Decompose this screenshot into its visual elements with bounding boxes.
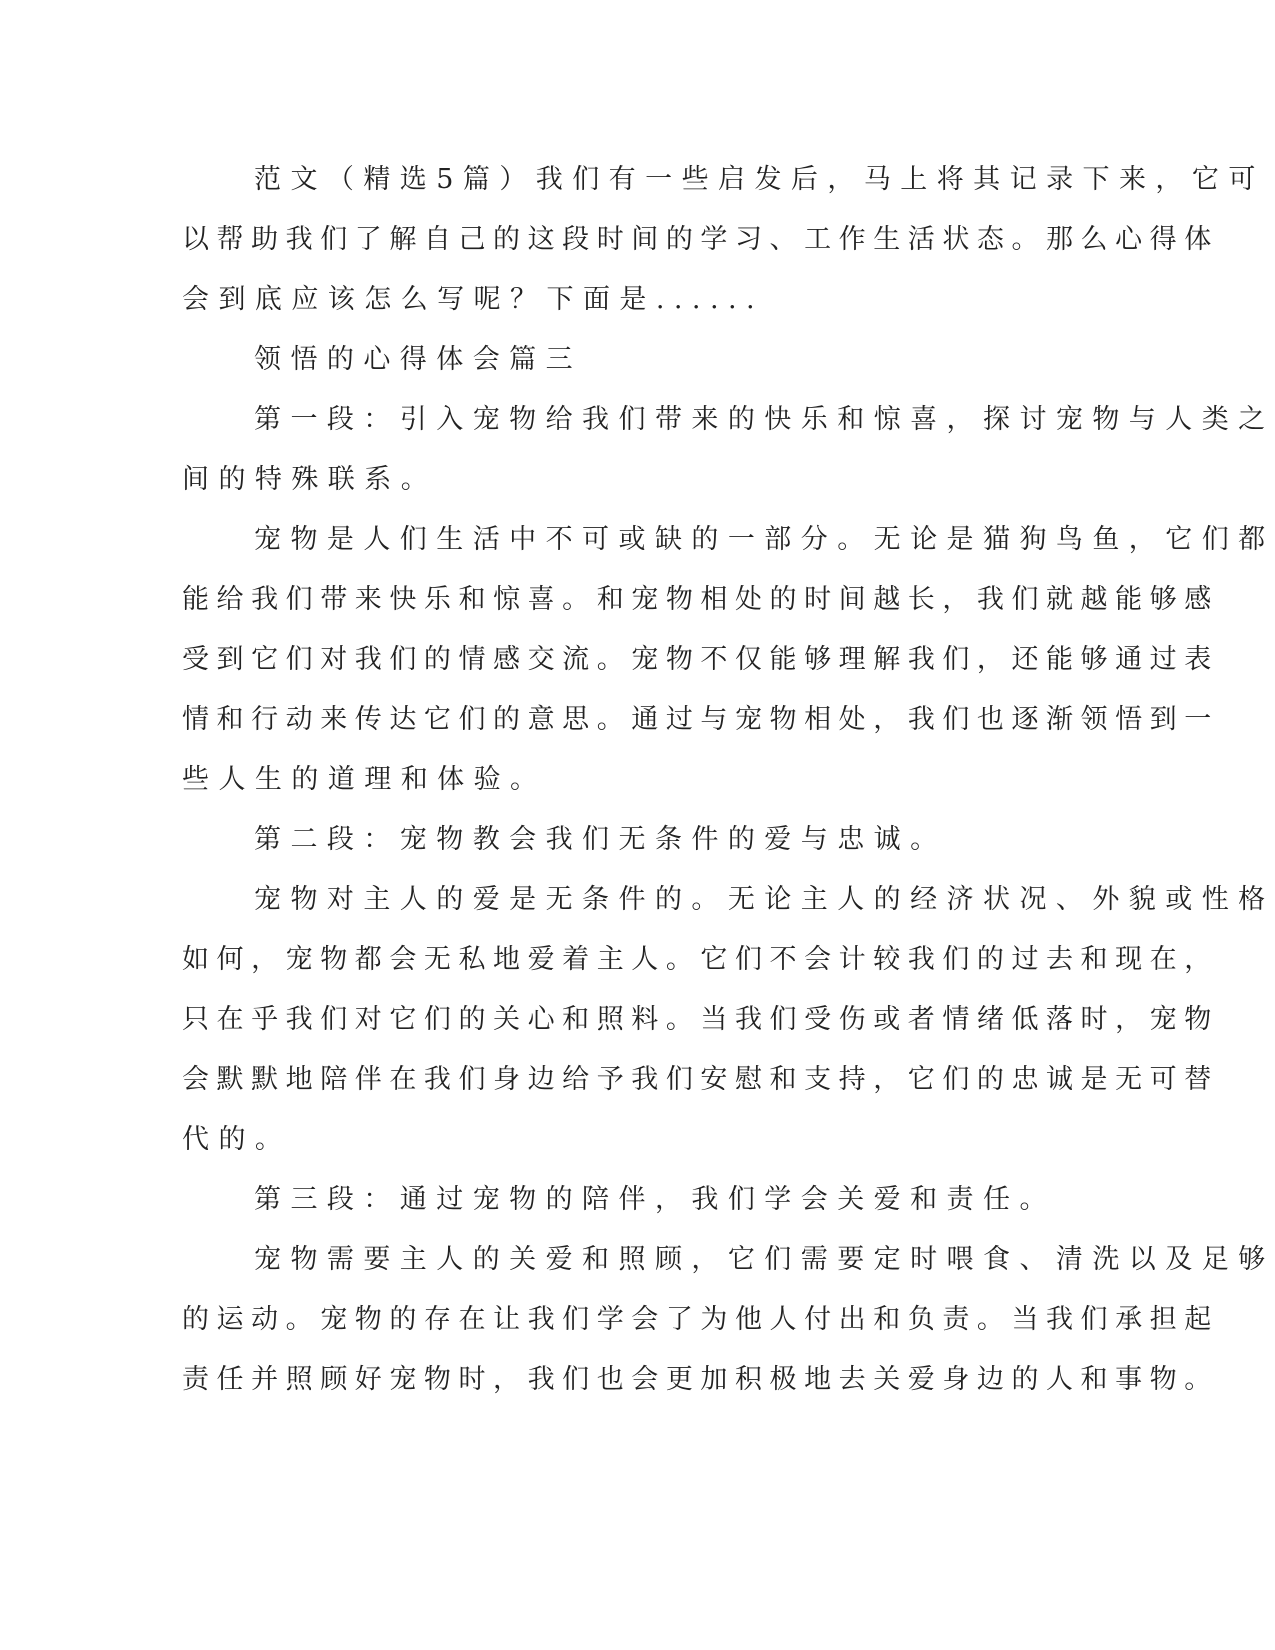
text-line: 情和行动来传达它们的意思。通过与宠物相处，我们也逐渐领悟到一 xyxy=(182,704,1219,735)
text-line: 些人生的道理和体验。 xyxy=(182,764,547,795)
text-line: 宠物对主人的爱是无条件的。无论主人的经济状况、外貌或性格 xyxy=(254,884,1275,915)
text-line: 受到它们对我们的情感交流。宠物不仅能够理解我们，还能够通过表 xyxy=(182,644,1219,675)
text-line: 的运动。宠物的存在让我们学会了为他人付出和负责。当我们承担起 xyxy=(182,1304,1219,1335)
section-heading: 第二段：宠物教会我们无条件的爱与忠诚。 xyxy=(254,824,947,855)
section-heading: 第一段：引入宠物给我们带来的快乐和惊喜，探讨宠物与人类之 xyxy=(254,404,1275,435)
text-line: 代的。 xyxy=(182,1124,292,1155)
text-line: 间的特殊联系。 xyxy=(182,464,438,495)
text-line: 以帮助我们了解自己的这段时间的学习、工作生活状态。那么心得体 xyxy=(182,224,1219,255)
text-line: 宠物需要主人的关爱和照顾，它们需要定时喂食、清洗以及足够 xyxy=(254,1244,1275,1275)
text-line: 宠物是人们生活中不可或缺的一部分。无论是猫狗鸟鱼，它们都 xyxy=(254,524,1275,555)
text-line: 只在乎我们对它们的关心和照料。当我们受伤或者情绪低落时，宠物 xyxy=(182,1004,1219,1035)
text-line: 能给我们带来快乐和惊喜。和宠物相处的时间越长，我们就越能够感 xyxy=(182,584,1219,615)
text-line: 如何，宠物都会无私地爱着主人。它们不会计较我们的过去和现在， xyxy=(182,944,1219,975)
section-title: 领悟的心得体会篇三 xyxy=(254,344,583,375)
text-line: 会到底应该怎么写呢？下面是...... xyxy=(182,284,765,315)
text-line: 范文（精选5篇）我们有一些启发后，马上将其记录下来，它可 xyxy=(254,164,1265,195)
section-heading: 第三段：通过宠物的陪伴，我们学会关爱和责任。 xyxy=(254,1184,1056,1215)
text-line: 会默默地陪伴在我们身边给予我们安慰和支持，它们的忠诚是无可替 xyxy=(182,1064,1219,1095)
text-line: 责任并照顾好宠物时，我们也会更加积极地去关爱身边的人和事物。 xyxy=(182,1364,1219,1395)
document-page xyxy=(182,150,1275,1410)
